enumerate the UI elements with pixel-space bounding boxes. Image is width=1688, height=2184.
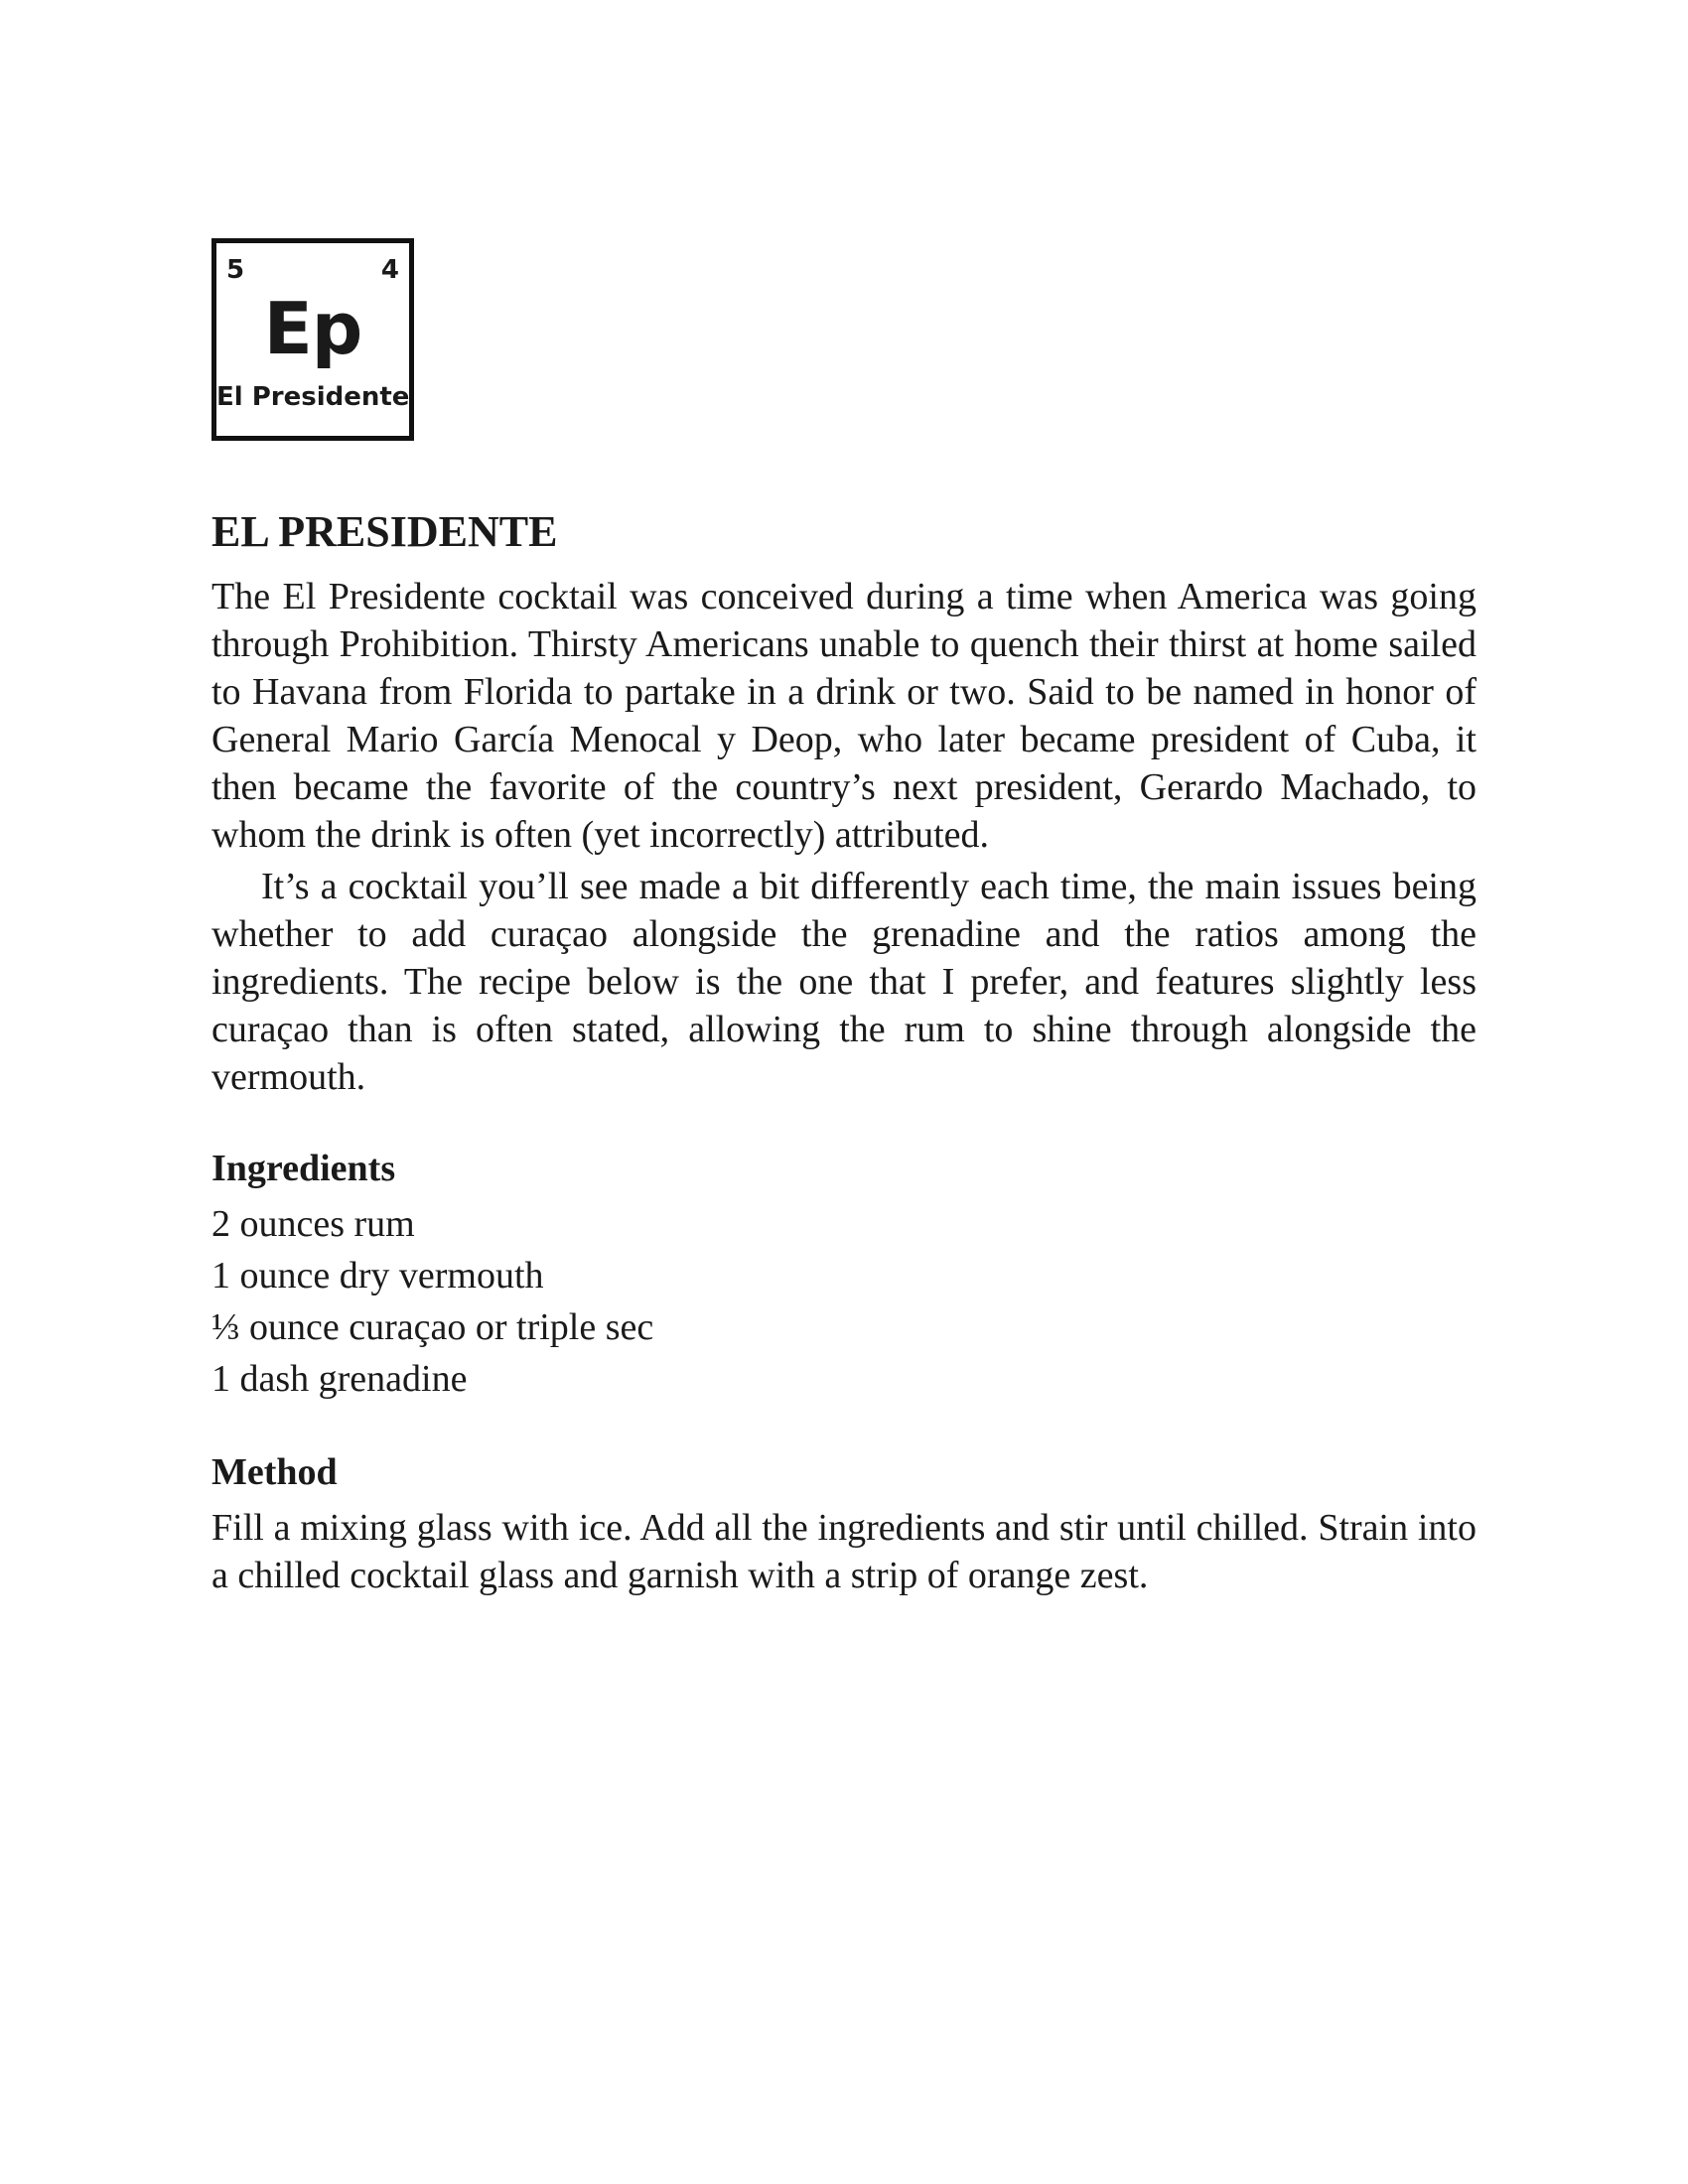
- tile-name: El Presidente: [216, 382, 410, 412]
- periodic-element-tile: [211, 238, 414, 441]
- ingredients-heading: Ingredients: [211, 1148, 396, 1189]
- tile-number-right: 4: [380, 255, 399, 285]
- ingredient-item: 2 ounces rum: [211, 1203, 415, 1245]
- intro-paragraph-2: It’s a cocktail you’ll see made a bit differently each time, the main issues being whether to add curaçao alongside the grenadine and the ratios among the ingredients. The recipe below is the one that I prefer, and features slightly less curaçao than is often stated, allowing the rum to shine through alongside the vermouth.: [211, 866, 1477, 1098]
- ingredient-item: 1 ounce dry vermouth: [211, 1255, 544, 1297]
- intro-paragraph-1: The El Presidente cocktail was conceived during a time when America was going through Prohibition. Thirsty Americans unable to quench their thirst at home sailed to Havana from Florida to partake in a drink or two. Said to be named in honor of General Mario García Menocal y Deop, who later became president of Cuba, it then became the favorite of the country’s next president, Gerardo Machado, to whom the drink is often (yet incorrectly) attributed.: [211, 576, 1477, 856]
- method-text: Fill a mixing glass with ice. Add all the ingredients and stir until chilled. Strain into a chilled cocktail glass and garnish with a strip of orange zest.: [211, 1507, 1477, 1596]
- ingredient-item: ⅓ ounce curaçao or triple sec: [211, 1306, 654, 1348]
- ingredient-item: 1 dash grenadine: [211, 1358, 468, 1400]
- tile-symbol: Ep: [263, 287, 362, 370]
- recipe-title: EL PRESIDENTE: [211, 507, 558, 556]
- recipe-content: [211, 501, 1477, 1599]
- tile-number-left: 5: [226, 255, 245, 285]
- ingredients-list: [211, 1198, 1477, 1405]
- method-heading: Method: [211, 1451, 338, 1493]
